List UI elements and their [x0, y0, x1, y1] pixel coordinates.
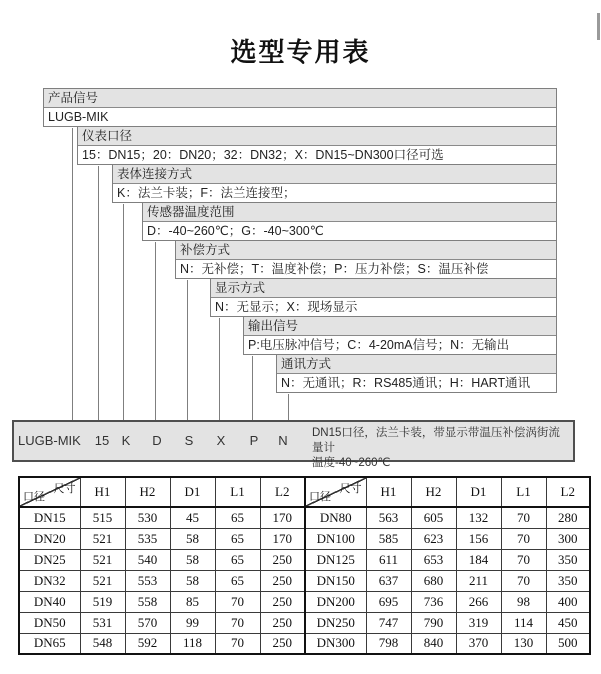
table-cell-value: 99 — [170, 612, 215, 633]
table-cell-dn: DN15 — [19, 507, 80, 528]
table-cell-value: 58 — [170, 528, 215, 549]
table-cell-value: 530 — [125, 507, 170, 528]
level-options: LUGB-MIK — [48, 110, 109, 124]
level-label: 表体连接方式 — [113, 165, 556, 184]
table-cell-value: 450 — [546, 612, 590, 633]
corner-label-diameter: 口径 — [23, 491, 45, 503]
table-cell-dn: DN200 — [305, 591, 366, 612]
table-cell-value: 695 — [366, 591, 411, 612]
table-cell-value: 58 — [170, 549, 215, 570]
level-label: 补偿方式 — [176, 241, 556, 260]
table-cell-value: 300 — [546, 528, 590, 549]
table-row — [19, 528, 590, 549]
table-cell-value: 500 — [546, 633, 590, 654]
table-cell-value: 211 — [456, 570, 501, 591]
table-cell-value: 840 — [411, 633, 456, 654]
table-cell-value: 65 — [215, 507, 260, 528]
table-cell-value: 370 — [456, 633, 501, 654]
table-cell-value: 250 — [260, 591, 305, 612]
example-code-box — [12, 420, 575, 469]
table-cell-dn: DN50 — [19, 612, 80, 633]
table-header-row — [19, 477, 590, 507]
table-cell-value: 350 — [546, 570, 590, 591]
table-cell-value: 553 — [125, 570, 170, 591]
table-cell-value: 184 — [456, 549, 501, 570]
table-cell-value: 736 — [411, 591, 456, 612]
table-row — [19, 591, 590, 612]
connector-line — [123, 204, 124, 420]
table-cell-value: 156 — [456, 528, 501, 549]
example-description — [312, 426, 570, 471]
table-cell-value: 98 — [501, 591, 546, 612]
code-part-display: X — [216, 433, 226, 448]
table-cell-value: 70 — [501, 570, 546, 591]
code-part-temp-range: D — [152, 433, 162, 448]
column-header: H1 — [366, 477, 411, 507]
table-row — [19, 633, 590, 654]
selection-level-product-signal — [43, 88, 557, 127]
code-part-product: LUGB-MIK — [18, 433, 81, 448]
column-header: H2 — [125, 477, 170, 507]
table-cell-value: 45 — [170, 507, 215, 528]
table-cell-value: 653 — [411, 549, 456, 570]
table-cell-value: 592 — [125, 633, 170, 654]
code-part-diameter: 15 — [94, 433, 110, 448]
table-cell-value: 114 — [501, 612, 546, 633]
level-label: 通讯方式 — [277, 355, 556, 374]
table-cell-value: 65 — [215, 528, 260, 549]
page-title: 选型专用表 — [230, 37, 371, 67]
table-cell-value: 250 — [260, 633, 305, 654]
table-cell-value: 535 — [125, 528, 170, 549]
table-cell-dn: DN40 — [19, 591, 80, 612]
column-header: H2 — [411, 477, 456, 507]
selection-level-output-signal — [243, 316, 557, 355]
code-part-communication: N — [278, 433, 288, 448]
table-cell-value: 70 — [501, 507, 546, 528]
connector-line — [219, 318, 220, 420]
level-options: N：无补偿；T：温度补偿；P：压力补偿；S：温压补偿 — [180, 262, 489, 276]
table-cell-value: 540 — [125, 549, 170, 570]
level-options: K：法兰卡装；F：法兰连接型； — [117, 186, 296, 200]
column-header: L1 — [501, 477, 546, 507]
table-cell-value: 85 — [170, 591, 215, 612]
table-cell-value: 319 — [456, 612, 501, 633]
example-description-line1: DN15口径，法兰卡装，带显示带温压补偿涡街流量计 — [312, 427, 560, 454]
table-cell-value: 400 — [546, 591, 590, 612]
code-part-output: P — [249, 433, 259, 448]
table-cell-value: 70 — [501, 528, 546, 549]
table-cell-value: 680 — [411, 570, 456, 591]
corner-label-size: 尺寸 — [339, 483, 362, 495]
corner-cell-left — [19, 477, 80, 507]
table-row — [19, 612, 590, 633]
table-cell-value: 611 — [366, 549, 411, 570]
connector-line — [98, 166, 99, 420]
level-options: P:电压脉冲信号；C：4-20mA信号；N：无输出 — [248, 338, 510, 352]
table-cell-value: 548 — [80, 633, 125, 654]
level-options: N：无通讯；R：RS485通讯；H：HART通讯 — [281, 376, 531, 390]
table-cell-value: 280 — [546, 507, 590, 528]
table-row — [19, 549, 590, 570]
table-cell-dn: DN80 — [305, 507, 366, 528]
table-cell-value: 585 — [366, 528, 411, 549]
table-cell-value: 563 — [366, 507, 411, 528]
selection-level-body-connection — [112, 164, 557, 203]
table-cell-value: 118 — [170, 633, 215, 654]
table-cell-value: 65 — [215, 549, 260, 570]
table-cell-value: 132 — [456, 507, 501, 528]
table-cell-value: 521 — [80, 549, 125, 570]
dimension-table — [18, 476, 591, 655]
connector-line — [187, 280, 188, 420]
table-cell-value: 570 — [125, 612, 170, 633]
table-cell-dn: DN125 — [305, 549, 366, 570]
connector-line — [155, 242, 156, 420]
table-row — [19, 570, 590, 591]
table-cell-value: 558 — [125, 591, 170, 612]
table-cell-value: 747 — [366, 612, 411, 633]
table-cell-value: 70 — [215, 633, 260, 654]
level-options: N：无显示；X：现场显示 — [215, 300, 358, 314]
table-cell-value: 130 — [501, 633, 546, 654]
table-cell-dn: DN25 — [19, 549, 80, 570]
code-part-connection: K — [121, 433, 131, 448]
table-cell-value: 250 — [260, 612, 305, 633]
table-cell-value: 70 — [215, 591, 260, 612]
column-header: L1 — [215, 477, 260, 507]
table-cell-value: 531 — [80, 612, 125, 633]
table-cell-dn: DN250 — [305, 612, 366, 633]
table-cell-dn: DN32 — [19, 570, 80, 591]
table-cell-value: 623 — [411, 528, 456, 549]
table-cell-dn: DN300 — [305, 633, 366, 654]
level-options: D：-40~260℃；G：-40~300℃ — [147, 224, 324, 238]
table-cell-dn: DN150 — [305, 570, 366, 591]
table-cell-value: 521 — [80, 570, 125, 591]
table-cell-value: 519 — [80, 591, 125, 612]
table-cell-value: 790 — [411, 612, 456, 633]
table-cell-dn: DN65 — [19, 633, 80, 654]
table-row — [19, 507, 590, 528]
table-cell-value: 70 — [501, 549, 546, 570]
selection-level-meter-diameter — [77, 126, 557, 165]
corner-cell-right — [305, 477, 366, 507]
level-options: 15：DN15；20：DN20；32：DN32；X：DN15~DN300口径可选 — [82, 148, 444, 162]
column-header: L2 — [546, 477, 590, 507]
corner-label-diameter: 口径 — [309, 491, 331, 503]
selection-level-display-mode — [210, 278, 557, 317]
example-description-line2: 温度-40~260℃ — [312, 457, 391, 469]
level-label: 仪表口径 — [78, 127, 556, 146]
column-header: D1 — [456, 477, 501, 507]
connector-line — [72, 128, 73, 420]
code-part-compensation: S — [184, 433, 194, 448]
table-cell-value: 637 — [366, 570, 411, 591]
corner-label-size: 尺寸 — [53, 483, 76, 495]
table-cell-value: 250 — [260, 570, 305, 591]
level-label: 产品信号 — [44, 89, 556, 108]
table-cell-value: 170 — [260, 528, 305, 549]
column-header: L2 — [260, 477, 305, 507]
level-label: 输出信号 — [244, 317, 556, 336]
selection-level-sensor-temp-range — [142, 202, 557, 241]
table-cell-value: 58 — [170, 570, 215, 591]
connector-line — [288, 394, 289, 420]
table-cell-value: 250 — [260, 549, 305, 570]
column-header: H1 — [80, 477, 125, 507]
table-cell-dn: DN20 — [19, 528, 80, 549]
table-cell-value: 515 — [80, 507, 125, 528]
table-cell-value: 350 — [546, 549, 590, 570]
selection-level-compensation — [175, 240, 557, 279]
selection-level-communication — [276, 354, 557, 393]
table-cell-value: 170 — [260, 507, 305, 528]
column-header: D1 — [170, 477, 215, 507]
table-cell-value: 605 — [411, 507, 456, 528]
table-cell-value: 70 — [215, 612, 260, 633]
level-label: 显示方式 — [211, 279, 556, 298]
table-cell-value: 521 — [80, 528, 125, 549]
table-cell-dn: DN100 — [305, 528, 366, 549]
scrollbar-fragment[interactable] — [597, 13, 600, 40]
table-cell-value: 798 — [366, 633, 411, 654]
level-label: 传感器温度范围 — [143, 203, 556, 222]
connector-line — [252, 356, 253, 420]
table-cell-value: 266 — [456, 591, 501, 612]
table-cell-value: 65 — [215, 570, 260, 591]
